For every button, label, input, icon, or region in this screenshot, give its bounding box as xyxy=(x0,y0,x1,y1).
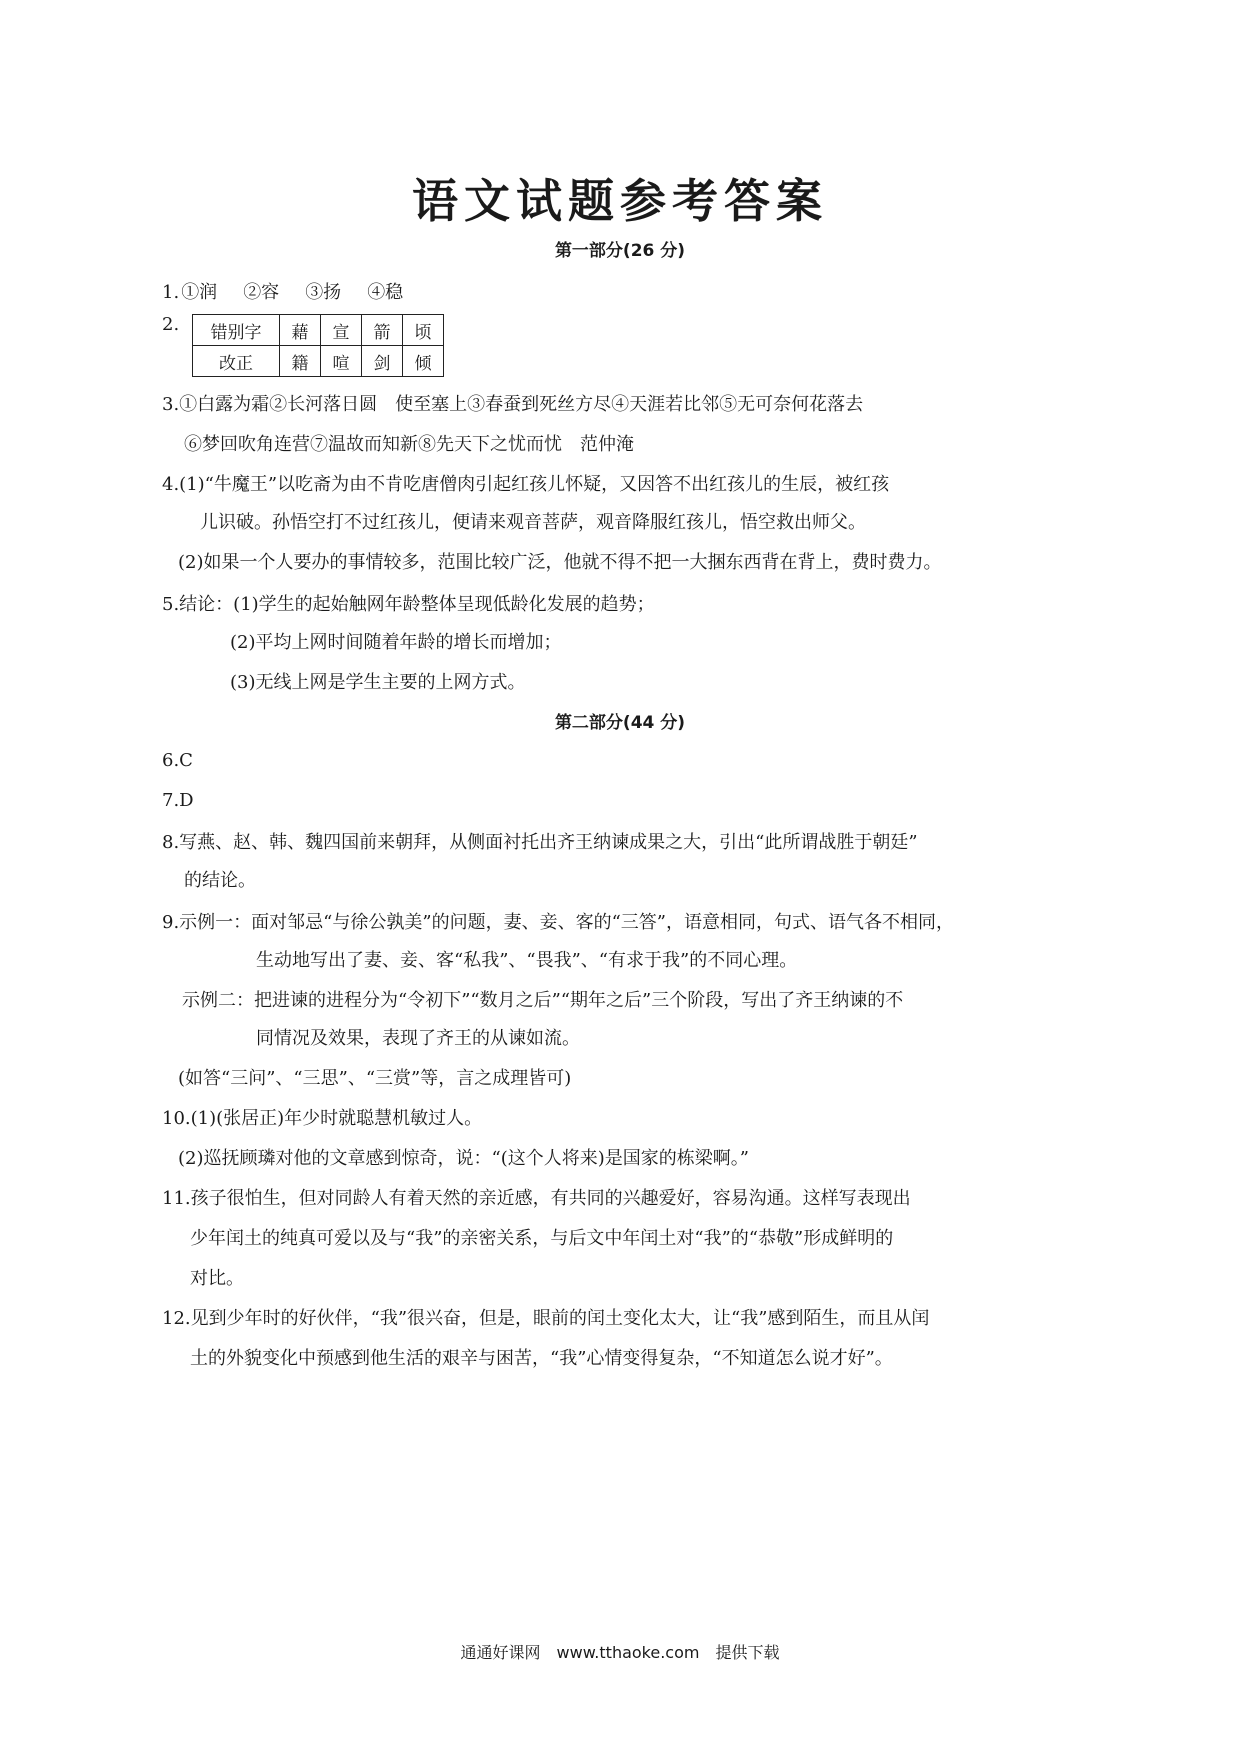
answer-9-line-3: 示例二：把进谏的进程分为“令初下”“数月之后”“期年之后”三个阶段，写出了齐王纳谏的不 xyxy=(182,990,904,1011)
answer-8-line-2: 的结论。 xyxy=(184,870,256,891)
answer-1 xyxy=(162,280,429,306)
table-cell: 改正 xyxy=(193,346,280,377)
table-cell: 藉 xyxy=(280,315,321,346)
correction-table xyxy=(192,314,444,377)
answer-item: ①润 xyxy=(181,282,218,303)
answer-7: 7.D xyxy=(162,790,194,811)
answer-item: ④稳 xyxy=(367,282,404,303)
answer-11-line-2: 少年闰土的纯真可爱以及与“我”的亲密关系，与后文中年闰土对“我”的“恭敬”形成鲜明的 xyxy=(190,1228,894,1249)
answer-11-line-3: 对比。 xyxy=(190,1268,244,1289)
answer-12-line-1: 12.见到少年时的好伙伴，“我”很兴奋，但是，眼前的闰土变化太大，让“我”感到陌生，而且从闰 xyxy=(162,1308,930,1329)
table-row xyxy=(193,346,444,377)
table-cell: 宣 xyxy=(321,315,362,346)
answer-3-line-2: ⑥梦回吹角连营⑦温故而知新⑧先天下之忧而忧 范仲淹 xyxy=(184,434,634,455)
table-cell: 错别字 xyxy=(193,315,280,346)
answer-5-line-1: 5.结论：(1)学生的起始触网年龄整体呈现低龄化发展的趋势； xyxy=(162,594,655,615)
answer-9-note: (如答“三问”、“三思”、“三赏”等，言之成理皆可) xyxy=(178,1068,572,1089)
footer-source: 通通好课网 www.tthaoke.com 提供下载 xyxy=(460,1643,780,1662)
answer-3-line-1: 3.①白露为霜②长河落日圆 使至塞上③春蚕到死丝方尽④天涯若比邻⑤无可奈何花落去 xyxy=(162,394,864,415)
answer-8-line-1: 8.写燕、赵、韩、魏四国前来朝拜，从侧面衬托出齐王纳谏成果之大，引出“此所谓战胜于朝廷” xyxy=(162,832,918,853)
table-cell: 籍 xyxy=(280,346,321,377)
answer-4-line-3: (2)如果一个人要办的事情较多，范围比较广泛，他就不得不把一大捆东西背在背上，费时费力。 xyxy=(178,552,942,573)
section-heading-part1: 第一部分(26 分) xyxy=(554,241,686,261)
answer-12-line-2: 土的外貌变化中预感到他生活的艰辛与困苦，“我”心情变得复杂，“不知道怎么说才好”。 xyxy=(190,1348,893,1369)
answer-number: 2. xyxy=(162,314,180,335)
table-cell: 顷 xyxy=(403,315,444,346)
answer-9-line-4: 同情况及效果，表现了齐王的从谏如流。 xyxy=(256,1028,580,1049)
table-cell: 箭 xyxy=(362,315,403,346)
table-cell: 喧 xyxy=(321,346,362,377)
answer-4-line-2: 儿识破。孙悟空打不过红孩儿，便请来观音菩萨，观音降服红孩儿，悟空救出师父。 xyxy=(200,512,866,533)
answer-6: 6.C xyxy=(162,750,193,771)
answer-5-line-3: (3)无线上网是学生主要的上网方式。 xyxy=(230,672,526,693)
answer-9-line-2: 生动地写出了妻、妾、客“私我”、“畏我”、“有求于我”的不同心理。 xyxy=(256,950,798,971)
table-row xyxy=(193,315,444,346)
answer-item: ③扬 xyxy=(305,282,342,303)
answer-10-line-1: 10.(1)(张居正)年少时就聪慧机敏过人。 xyxy=(162,1108,483,1129)
answer-4-line-1: 4.(1)“牛魔王”以吃斋为由不肯吃唐僧肉引起红孩儿怀疑，又因答不出红孩儿的生辰，被红孩 xyxy=(162,474,890,495)
answer-number: 1. xyxy=(162,282,180,303)
answer-9-line-1: 9.示例一：面对邹忌“与徐公孰美”的问题，妻、妾、客的“三答”，语意相同，句式、语气各不相同， xyxy=(162,912,954,933)
answer-11-line-1: 11.孩子很怕生，但对同龄人有着天然的亲近感，有共同的兴趣爱好，容易沟通。这样写表现出 xyxy=(162,1188,911,1209)
page-title: 语文试题参考答案 xyxy=(412,174,828,228)
table-cell: 剑 xyxy=(362,346,403,377)
answer-5-line-2: (2)平均上网时间随着年龄的增长而增加； xyxy=(230,632,562,653)
section-heading-part2: 第二部分(44 分) xyxy=(554,713,686,733)
answer-item: ②容 xyxy=(243,282,280,303)
answer-10-line-2: (2)巡抚顾璘对他的文章感到惊奇，说：“(这个人将来)是国家的栋梁啊。” xyxy=(178,1148,749,1169)
table-cell: 倾 xyxy=(403,346,444,377)
